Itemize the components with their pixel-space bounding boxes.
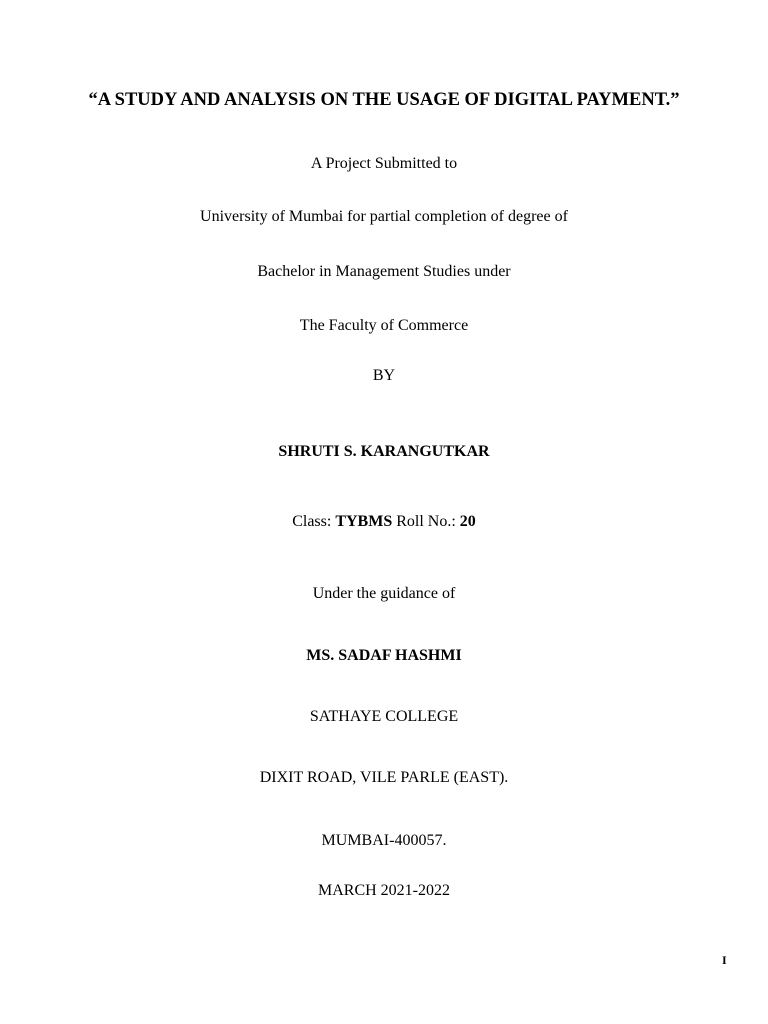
- document-title: “A STUDY AND ANALYSIS ON THE USAGE OF DIGITAL PAYMENT.”: [88, 90, 680, 110]
- submitted-to-line: A Project Submitted to: [310, 155, 458, 172]
- college-name: SATHAYE COLLEGE: [309, 708, 459, 725]
- city-line: MUMBAI-400057.: [321, 832, 447, 849]
- address-line: DIXIT ROAD, VILE PARLE (EAST).: [259, 769, 509, 786]
- date-line: MARCH 2021-2022: [317, 882, 450, 899]
- class-value: TYBMS: [335, 513, 393, 530]
- class-label: Class:: [292, 513, 332, 530]
- guide-name: MS. SADAF HASHMI: [306, 647, 462, 664]
- degree-line: Bachelor in Management Studies under: [257, 263, 511, 280]
- roll-value: 20: [459, 513, 476, 530]
- university-line: University of Mumbai for partial completion of degree of: [200, 208, 568, 225]
- guidance-label: Under the guidance of: [312, 585, 456, 602]
- page-number: I: [722, 953, 727, 967]
- student-name: SHRUTI S. KARANGUTKAR: [278, 443, 490, 460]
- roll-label: Roll No.:: [396, 513, 456, 530]
- faculty-line: The Faculty of Commerce: [299, 317, 469, 334]
- by-label: BY: [372, 367, 396, 384]
- class-info-line: [0, 512, 768, 532]
